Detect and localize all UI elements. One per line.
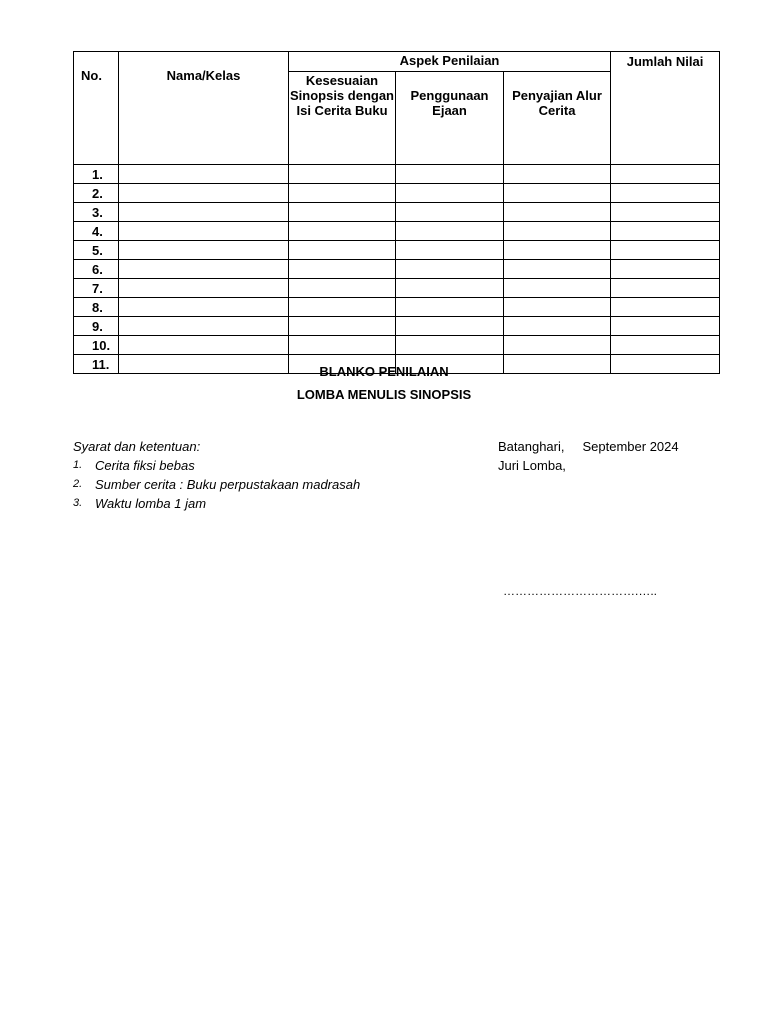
- row-total-cell[interactable]: [611, 317, 720, 336]
- row-name-cell[interactable]: [119, 184, 289, 203]
- signature-role: Juri Lomba,: [498, 458, 566, 473]
- row-synopsis-cell[interactable]: [289, 279, 396, 298]
- row-total-cell[interactable]: [611, 279, 720, 298]
- table-row: [74, 241, 720, 260]
- terms-section: [73, 437, 360, 513]
- row-plot-cell[interactable]: [504, 203, 611, 222]
- terms-item-text: Sumber cerita : Buku perpustakaan madrasah: [95, 477, 361, 492]
- row-number: 8.: [74, 298, 119, 317]
- row-number: 9.: [74, 317, 119, 336]
- form-title: BLANKO PENILAIAN: [319, 364, 449, 379]
- header-aspect-group: Aspek Penilaian: [289, 52, 611, 72]
- row-plot-cell[interactable]: [504, 241, 611, 260]
- signature-place: Batanghari,: [498, 439, 565, 454]
- row-name-cell[interactable]: [119, 165, 289, 184]
- row-total-cell[interactable]: [611, 184, 720, 203]
- row-spelling-cell[interactable]: [396, 222, 504, 241]
- row-number: 11.: [74, 355, 119, 374]
- row-name-cell[interactable]: [119, 260, 289, 279]
- row-synopsis-cell[interactable]: [289, 317, 396, 336]
- terms-heading: Syarat dan ketentuan:: [73, 439, 201, 454]
- row-number: 4.: [74, 222, 119, 241]
- terms-item: [73, 456, 360, 475]
- table-row: [74, 279, 720, 298]
- row-name-cell[interactable]: [119, 298, 289, 317]
- row-synopsis-cell[interactable]: [289, 184, 396, 203]
- row-synopsis-cell[interactable]: [289, 241, 396, 260]
- header-aspect-spelling: Penggunaan Ejaan: [396, 72, 504, 165]
- table-body: [74, 165, 720, 374]
- row-total-cell[interactable]: [611, 222, 720, 241]
- row-plot-cell[interactable]: [504, 279, 611, 298]
- row-spelling-cell[interactable]: [396, 203, 504, 222]
- scoring-table: [73, 51, 720, 374]
- row-number: 2.: [74, 184, 119, 203]
- terms-item-number: 3.: [73, 497, 83, 509]
- row-plot-cell[interactable]: [504, 317, 611, 336]
- row-plot-cell[interactable]: [504, 298, 611, 317]
- table-row: [74, 317, 720, 336]
- table-row: [74, 260, 720, 279]
- row-total-cell[interactable]: [611, 203, 720, 222]
- terms-item: [73, 494, 360, 513]
- signature-date: September 2024: [582, 439, 679, 454]
- row-number: 1.: [74, 165, 119, 184]
- row-plot-cell[interactable]: [504, 336, 611, 355]
- row-synopsis-cell[interactable]: [289, 222, 396, 241]
- row-name-cell[interactable]: [119, 241, 289, 260]
- row-total-cell[interactable]: [611, 336, 720, 355]
- row-number: 5.: [74, 241, 119, 260]
- row-name-cell[interactable]: [119, 222, 289, 241]
- row-synopsis-cell[interactable]: [289, 260, 396, 279]
- row-plot-cell[interactable]: [504, 222, 611, 241]
- row-total-cell[interactable]: [611, 241, 720, 260]
- row-plot-cell[interactable]: [504, 260, 611, 279]
- table-row: [74, 165, 720, 184]
- row-number: 3.: [74, 203, 119, 222]
- row-spelling-cell[interactable]: [396, 279, 504, 298]
- terms-item-text: Cerita fiksi bebas: [95, 458, 195, 473]
- table-row: [74, 222, 720, 241]
- row-spelling-cell[interactable]: [396, 184, 504, 203]
- form-subtitle: LOMBA MENULIS SINOPSIS: [296, 387, 472, 402]
- row-name-cell[interactable]: [119, 317, 289, 336]
- row-synopsis-cell[interactable]: [289, 298, 396, 317]
- table-row: [74, 298, 720, 317]
- row-spelling-cell[interactable]: [396, 260, 504, 279]
- row-total-cell[interactable]: [611, 260, 720, 279]
- signature-line: …………………………….…..: [503, 584, 658, 598]
- header-no: No.: [74, 52, 119, 165]
- row-total-cell[interactable]: [611, 165, 720, 184]
- row-spelling-cell[interactable]: [396, 165, 504, 184]
- row-spelling-cell[interactable]: [396, 336, 504, 355]
- row-name-cell[interactable]: [119, 336, 289, 355]
- header-total-score: Jumlah Nilai: [611, 52, 720, 165]
- header-aspect-plot: Penyajian Alur Cerita: [504, 72, 611, 165]
- row-name-cell[interactable]: [119, 279, 289, 298]
- row-total-cell[interactable]: [611, 298, 720, 317]
- row-plot-cell[interactable]: [504, 184, 611, 203]
- terms-item-number: 2.: [73, 478, 83, 490]
- row-name-cell[interactable]: [119, 203, 289, 222]
- row-number: 10.: [74, 336, 119, 355]
- terms-item-text: Waktu lomba 1 jam: [95, 496, 207, 511]
- header-name-class: Nama/Kelas: [119, 52, 289, 165]
- signature-block: [498, 437, 679, 475]
- row-synopsis-cell[interactable]: [289, 336, 396, 355]
- row-spelling-cell[interactable]: [396, 317, 504, 336]
- row-number: 6.: [74, 260, 119, 279]
- row-spelling-cell[interactable]: [396, 298, 504, 317]
- terms-list: [73, 456, 360, 513]
- row-plot-cell[interactable]: [504, 165, 611, 184]
- row-synopsis-cell[interactable]: [289, 203, 396, 222]
- terms-item: [73, 475, 360, 494]
- row-spelling-cell[interactable]: [396, 241, 504, 260]
- terms-item-number: 1.: [73, 459, 83, 471]
- row-synopsis-cell[interactable]: [289, 165, 396, 184]
- place-date-line: [498, 437, 679, 456]
- table-row: [74, 203, 720, 222]
- row-number: 7.: [74, 279, 119, 298]
- table-row: [74, 336, 720, 355]
- table-row: [74, 184, 720, 203]
- header-aspect-synopsis-match: Kesesuaian Sinopsis dengan Isi Cerita Buku: [289, 72, 396, 165]
